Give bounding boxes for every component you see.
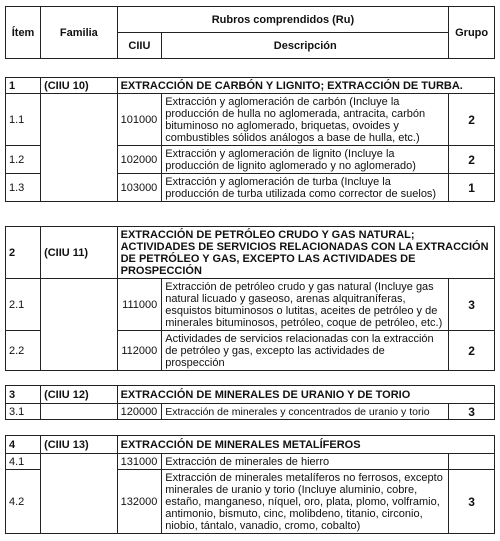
row-description: Actividades de servicios relacionadas con la extracción de petróleo y gas, excepto las actividades de prospección: [162, 331, 449, 371]
row-code: 132000: [117, 470, 162, 534]
row-code: 112000: [117, 331, 162, 371]
section-number: 4: [6, 436, 41, 454]
section-ciiu: (CIIU 12): [41, 386, 118, 404]
header-familia: Familia: [41, 7, 118, 59]
row-item: 4.2: [6, 470, 41, 534]
section-number: 3: [6, 386, 41, 404]
header-item: Ítem: [6, 7, 41, 59]
row-group: 2: [449, 94, 495, 146]
row-description: Extracción de petróleo crudo y gas natural (Incluye gas natural licuado y gaseoso, arenas alquitraníferas, esquistos bituminosos o lutitas, aceites de petróleo y de minerales bituminosos, petróleo, coque de petróleo, etc.): [162, 279, 449, 331]
section-title: EXTRACCIÓN DE MINERALES DE URANIO Y DE TORIO: [117, 386, 494, 404]
header-ciiu: CIIU: [117, 33, 162, 59]
section-table-2: [5, 226, 495, 371]
section-ciiu: (CIIU 13): [41, 436, 118, 454]
row-group: 3: [449, 404, 495, 420]
row-code: 101000: [117, 94, 162, 146]
row-item: 1.1: [6, 94, 41, 146]
row-item: 4.1: [6, 454, 41, 470]
section-title: EXTRACCIÓN DE CARBÓN Y LIGNITO; EXTRACCIÓN DE TURBA.: [117, 78, 494, 94]
section-ciiu: (CIIU 11): [41, 227, 118, 279]
section-number: 1: [6, 78, 41, 94]
section-table-3: [5, 385, 495, 420]
row-item: 2.1: [6, 279, 41, 331]
row-code: 111000: [117, 279, 162, 331]
row-description: Extracción de minerales metalíferos no ferrosos, excepto minerales de uranio y torio (Incluye aluminio, cobre, estaño, manganeso, níquel, oro, plata, plomo, volframio, antimonio, bismuto, cinc, molibdeno, titanio, circonio, niobio, tántalo, vanadio, cromo, cobalto): [162, 470, 449, 534]
row-group: 3: [449, 470, 495, 534]
row-item: 1.2: [6, 146, 41, 174]
familia-cell: [41, 454, 118, 534]
familia-cell: [41, 404, 118, 420]
row-code: 120000: [117, 404, 162, 420]
row-item: 1.3: [6, 174, 41, 202]
familia-cell: [41, 94, 118, 202]
row-group: 1: [449, 174, 495, 202]
header-descripcion: Descripción: [162, 33, 449, 59]
familia-cell: [41, 279, 118, 371]
row-group: 2: [449, 331, 495, 371]
section-table-4: [5, 435, 495, 534]
row-group: 2: [449, 146, 495, 174]
section-table-1: [5, 77, 495, 202]
row-code: 131000: [117, 454, 162, 470]
header-table: [5, 6, 495, 59]
section-number: 2: [6, 227, 41, 279]
row-item: 2.2: [6, 331, 41, 371]
row-code: 103000: [117, 174, 162, 202]
row-code: 102000: [117, 146, 162, 174]
section-title: EXTRACCIÓN DE PETRÓLEO CRUDO Y GAS NATURAL; ACTIVIDADES DE SERVICIOS RELACIONADAS CON LA EXTRACCIÓN DE PETRÓLEO Y GAS, EXCEPTO LAS ACTIVIDADES DE PROSPECCIÓN: [117, 227, 494, 279]
row-description: Extracción de minerales de hierro: [162, 454, 449, 470]
row-description: Extracción y aglomeración de carbón (Incluye la producción de hulla no aglomerada, antracita, carbón bituminoso no aglomerado, briquetas, ovoides y combustibles sólidos análogos a base de hulla, etc.): [162, 94, 449, 146]
row-description: Extracción y aglomeración de turba (Incluye la producción de turba utilizada como corrector de suelos): [162, 174, 449, 202]
row-description: Extracción y aglomeración de lignito (Incluye la producción de lignito aglomerado y no aglomerado): [162, 146, 449, 174]
section-title: EXTRACCIÓN DE MINERALES METALÍFEROS: [117, 436, 494, 454]
row-description: Extracción de minerales y concentrados de uranio y torio: [162, 404, 449, 420]
header-grupo: Grupo: [449, 7, 495, 59]
header-rubros: Rubros comprendidos (Ru): [117, 7, 449, 33]
row-group: 3: [449, 279, 495, 331]
section-ciiu: (CIIU 10): [41, 78, 118, 94]
row-group: [449, 454, 495, 470]
row-item: 3.1: [6, 404, 41, 420]
